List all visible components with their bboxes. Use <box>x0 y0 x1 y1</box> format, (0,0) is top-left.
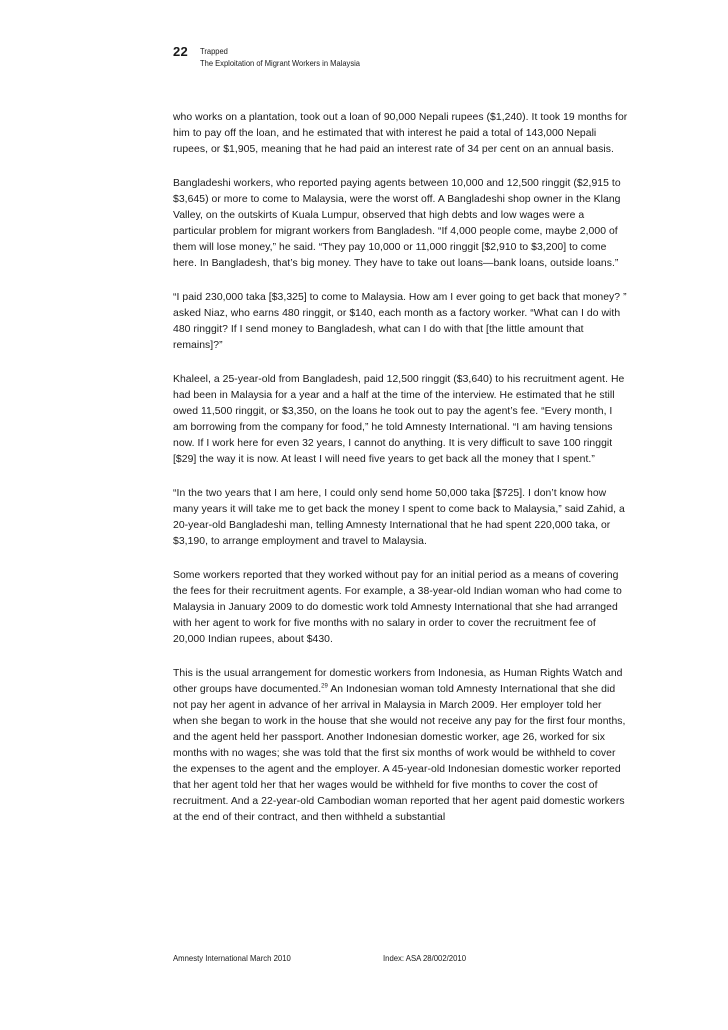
body-text <box>173 110 628 844</box>
paragraph-text: This is the usual arrangement for domestic workers from Indonesia, as Human Rights Watch and other groups have documented. <box>173 668 623 695</box>
paragraph: “In the two years that I am here, I could only send home 50,000 taka [$725]. I don’t know how many years it will take me to get back the money I spent to come back to Malaysia,” said Zahid, a 20-year-old Bangladeshi man, telling Amnesty International that he had spent 220,000 taka, or $3,190, to arrange employment and travel to Malaysia. <box>173 488 625 547</box>
running-title-line-1: Trapped <box>200 46 228 56</box>
footer-index: Index: ASA 28/002/2010 <box>383 953 467 963</box>
paragraph: who works on a plantation, took out a loan of 90,000 Nepali rupees ($1,240). It took 19 months for him to pay off the loan, and he estimated that with interest he paid a total of 143,000 Nepali rupees, or $1,905, meaning that he had paid an interest rate of 34 per cent on an annual basis. <box>173 112 628 155</box>
footnote-reference[interactable]: 29 <box>321 683 328 690</box>
running-title <box>200 45 360 69</box>
paragraph-text: An Indonesian woman told Amnesty International that she did not pay her agent in advance of her arrival in Malaysia in March 2009. Her employer told her when she began to work in the house that she would not receive any pay for the first four months, and the agent held her passport. Another Indonesian domestic worker, age 26, worked for six months with no wages; she was told that the first six months of work would be withheld to cover the expenses to the agent and the employer. A 45-year-old Indonesian domestic worker reported that her agent told her that her wages would be withheld for five months to cover the cost of recruitment. And a 22-year-old Cambodian woman reported that her agent paid domestic workers at the end of their contract, and then withheld a substantial <box>173 684 626 823</box>
page-number: 22 <box>173 44 189 59</box>
paragraph: Some workers reported that they worked without pay for an initial period as a means of covering the fees for their recruitment agents. For example, a 38-year-old Indian woman who had come to Malaysia in January 2009 to do domestic work told Amnesty International that she had arranged with her agent to work for five months with no salary in order to cover the recruitment fee of 20,000 Indian rupees, about $430. <box>173 570 622 645</box>
running-title-line-2: The Exploitation of Migrant Workers in Malaysia <box>200 58 361 68</box>
footer-publisher-date: Amnesty International March 2010 <box>173 953 291 963</box>
paragraph: “I paid 230,000 taka [$3,325] to come to Malaysia. How am I ever going to get back that money? ” asked Niaz, who earns 480 ringgit, or $140, each month as a factory worker. “What can I do with 480 ringgit? If I send money to Bangladesh, what can I do with that [the little amount that remains]?” <box>173 292 627 351</box>
paragraph: Bangladeshi workers, who reported paying agents between 10,000 and 12,500 ringgit ($2,915 to $3,645) or more to come to Malaysia, were the worst off. A Bangladeshi shop owner in the Klang Valley, on the outskirts of Kuala Lumpur, observed that high debts and low wages were a particular problem for migrant workers from Bangladesh. “If 4,000 people come, maybe 2,000 of them will lose money,” he said. “They pay 10,000 or 11,000 ringgit [$2,910 to $3,200] to come here. In Bangladesh, that’s big money. They have to take out loans—bank loans, outside loans.” <box>173 178 621 269</box>
paragraph-with-footnote <box>173 666 628 826</box>
paragraph: Khaleel, a 25-year-old from Bangladesh, paid 12,500 ringgit ($3,640) to his recruitment agent. He had been in Malaysia for a year and a half at the time of the interview. He estimated that he still owed 11,500 ringgit, or $3,350, on the loans he took out to pay the agent’s fee. “Every month, I am borrowing from the company for food,” he told Amnesty International. “I am having tensions now. If I work here for even 32 years, I cannot do anything. It is very difficult to save 100 ringgit [$29] the way it is now. At least I will need five years to get back all the money that I spent.” <box>173 374 625 465</box>
